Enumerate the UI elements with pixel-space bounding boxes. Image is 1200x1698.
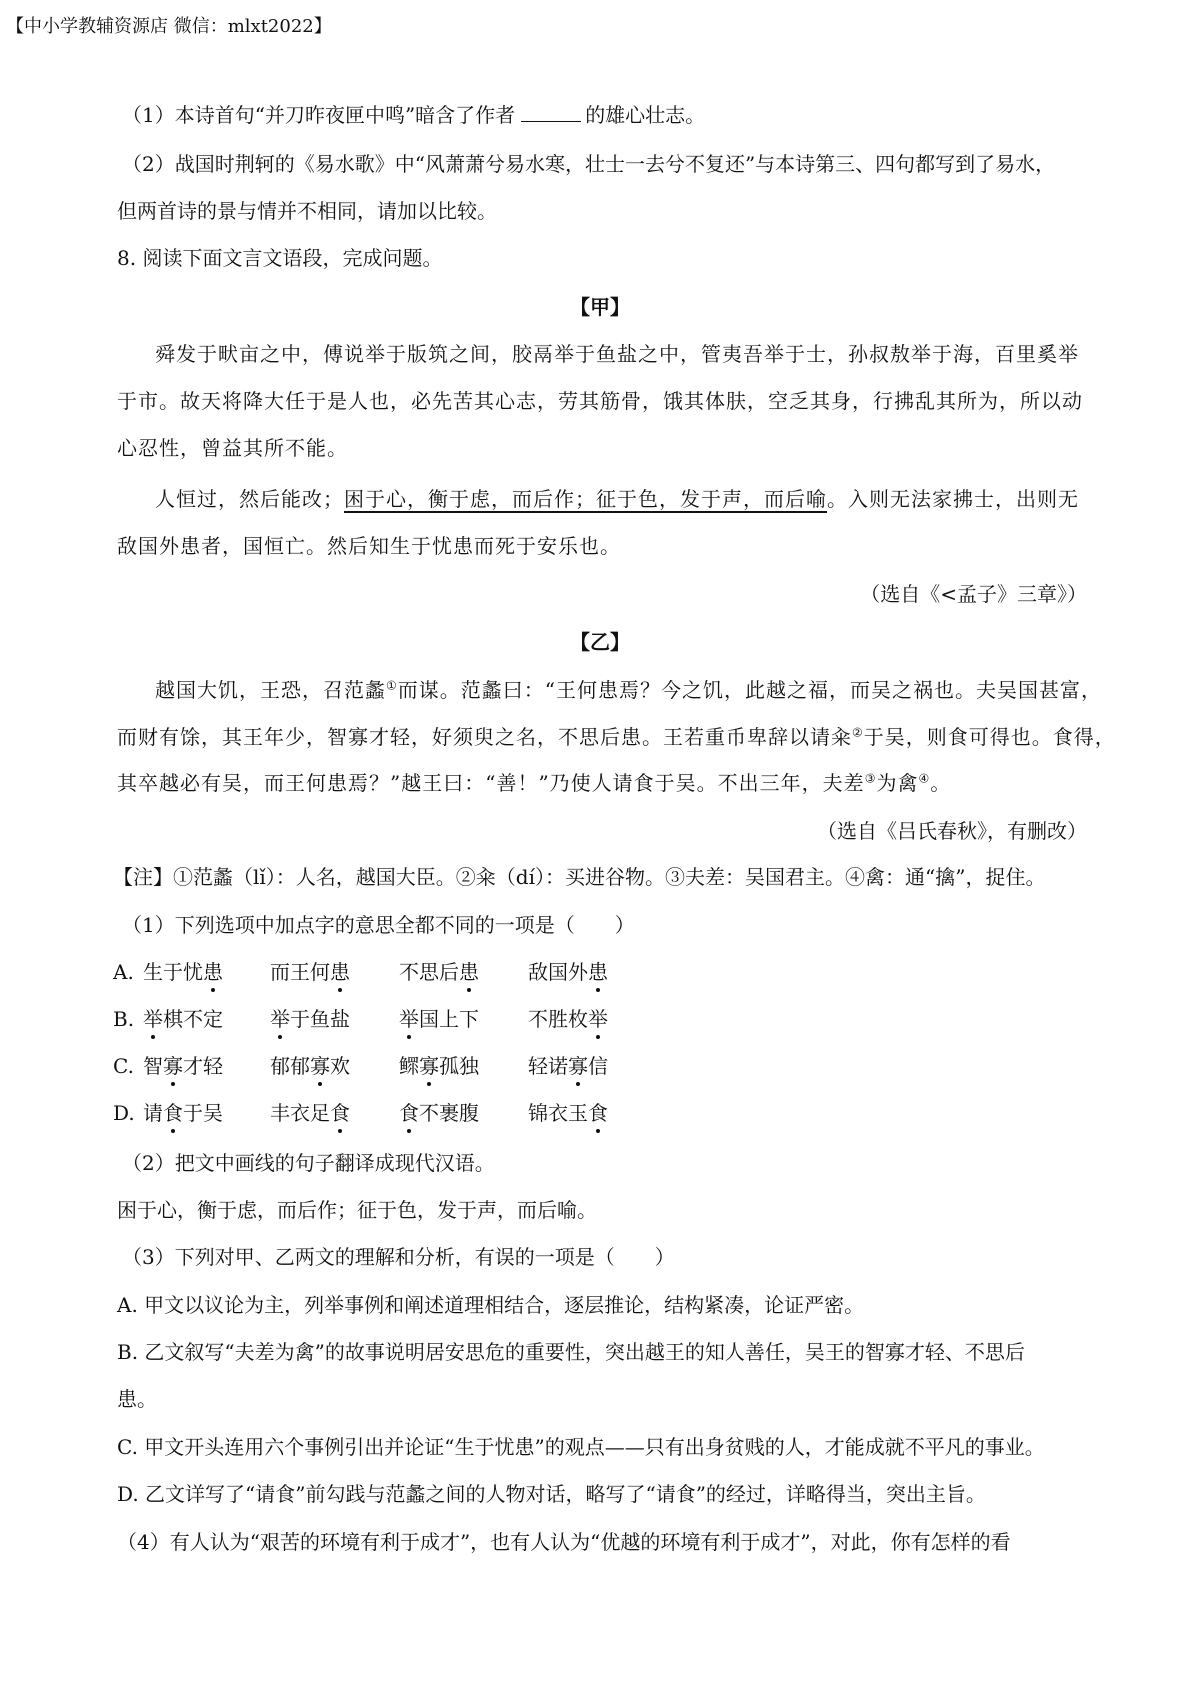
footnote-mark-3: ③ [864,771,877,786]
word-char: 于 [163,960,183,984]
emphasis-dot-char: 举 [143,1004,163,1034]
s1-stem: （1）下列选项中加点字的意思全都不同的一项是（ ） [122,913,635,937]
annotation-note: 【注】①范蠡（lǐ）：人名，越国大臣。②籴（dí）：买进谷物。③夫差：吴国君主。④禽：通“擒”，捉住。 [113,865,1046,889]
word-char: 定 [203,1007,223,1031]
word-char: 腹 [459,1101,479,1125]
s3-option-B-line2: 患。 [117,1387,157,1411]
emphasis-dot-char: 寡 [568,1051,588,1081]
jia-p2-text-b: 。入则无法家拂士，出则无 [827,487,1079,511]
option-word [399,1004,479,1034]
word-char: 衣 [548,1101,568,1125]
jia-p1-line3: 心忍性，曾益其所不能。 [117,436,348,460]
word-char: 王 [290,960,310,984]
s2-stem: （2）把文中画线的句子翻译成现代汉语。 [122,1151,495,1175]
yi-line2-a: 而财有馀，其王年少，智寡才轻，好须臾之名，不思后患。王若重币卑辞以请籴 [117,725,852,749]
word-text [270,1007,350,1031]
word-text [528,1054,608,1078]
word-char: 轻 [528,1054,548,1078]
word-char: 不 [528,1007,548,1031]
s3-option-B-line1: B. 乙文叙写“夫差为禽”的故事说明居安思危的重要性，突出越王的知人善任，吴王的智寡才轻、不思后 [117,1340,1025,1364]
yi-line3-c: 。 [930,771,952,795]
emphasis-dot-char: 举 [399,1004,419,1034]
emphasis-dot-char: 食 [330,1098,350,1128]
word-char: 后 [439,960,459,984]
jia-p1-line2: 于市。故天将降大任于是人也，必先苦其心志，劳其筋骨，饿其体肤，空乏其身，行拂乱其所为，所以动 [117,389,1083,413]
word-text [143,1007,223,1031]
word-char: 何 [310,960,330,984]
answer-blank[interactable] [521,103,581,122]
word-char: 不 [399,960,419,984]
word-text [143,960,223,984]
q7-sub1 [122,100,705,130]
word-char: 轻 [203,1054,223,1078]
word-char: 于 [183,1101,203,1125]
word-char: 上 [439,1007,459,1031]
emphasis-dot-char: 食 [163,1098,183,1128]
option-word [399,957,479,987]
yi-line3-a: 其卒越必有吴，而王何患焉？”越王曰：“善！”乃使人请食于吴。不出三年，夫差 [117,771,865,795]
jia-p2-line1 [155,484,1079,514]
option-letter: A. [113,960,134,984]
option-word [143,1051,223,1081]
option-word [528,1051,608,1081]
word-char: 生 [143,960,163,984]
word-char: 郁 [270,1054,290,1078]
q7-sub1-post: 的雄心壮志。 [585,103,706,127]
word-text [399,1054,479,1078]
option-word [143,1098,223,1128]
word-char: 智 [143,1054,163,1078]
word-char: 吴 [203,1101,223,1125]
jia-p1-line1: 舜发于畎亩之中，傅说举于版筑之间，胶鬲举于鱼盐之中，管夷吾举于士，孙叔敖举于海，百里奚举 [155,342,1079,366]
word-char: 不 [183,1007,203,1031]
option-word [270,1098,350,1128]
footnote-mark-1: ① [386,678,398,693]
option-word [528,1004,608,1034]
s1-option-D [0,1098,1200,1128]
emphasis-dot-char: 寡 [310,1051,330,1081]
option-letter: D. [113,1101,135,1125]
yi-line3-b: 为禽 [876,771,919,795]
s3-option-C: C. 甲文开头连用六个事例引出并论证“生于忧患”的观点——只有出身贫贱的人，才能成就不平凡的事业。 [117,1435,1045,1459]
word-text [270,960,350,984]
emphasis-dot-char: 食 [588,1098,608,1128]
emphasis-dot-char: 食 [399,1098,419,1128]
word-char: 下 [459,1007,479,1031]
emphasis-dot-char: 患 [459,957,479,987]
word-char: 丰 [270,1101,290,1125]
s2-sentence: 困于心，衡于虑，而后作；征于色，发于声，而后喻。 [117,1198,597,1222]
option-word [270,1051,350,1081]
emphasis-dot-char: 寡 [163,1051,183,1081]
s4-stem: （4）有人认为“艰苦的环境有利于成才”，也有人认为“优越的环境有利于成才”，对此，你有怎样的看 [117,1530,1011,1554]
word-char: 锦 [528,1101,548,1125]
option-word [528,957,608,987]
word-char: 足 [310,1101,330,1125]
q7-sub2-line2: 但两首诗的景与情并不相同，请加以比较。 [117,199,497,223]
q8-title: 8. 阅读下面文言文语段，完成问题。 [117,246,443,270]
passage-jia-heading: 【甲】 [570,295,630,319]
word-char: 独 [459,1054,479,1078]
word-char: 欢 [330,1054,350,1078]
page-header: 【中小学教辅资源店 微信：mlxt2022】 [6,16,332,37]
s3-option-A: A. 甲文以议论为主，列举事例和阐述道理相结合，逐层推论，结构紧凑，论证严密。 [117,1293,865,1317]
jia-p2-text-a: 人恒过，然后能改； [155,487,344,511]
word-char: 于 [290,1007,310,1031]
word-char: 思 [419,960,439,984]
emphasis-dot-char: 患 [588,957,608,987]
emphasis-dot-char: 举 [270,1004,290,1034]
word-char: 胜 [548,1007,568,1031]
word-char: 诺 [548,1054,568,1078]
s1-option-A [0,957,1200,987]
word-char: 鳏 [399,1054,419,1078]
s1-option-B [0,1004,1200,1034]
passage-yi-heading: 【乙】 [570,630,630,654]
word-text [270,1054,350,1078]
word-text [399,1101,479,1125]
word-char: 鱼 [310,1007,330,1031]
word-char: 才 [183,1054,203,1078]
option-letter: B. [113,1007,135,1031]
word-text [399,1007,479,1031]
word-char: 外 [568,960,588,984]
word-text [270,1101,350,1125]
word-char: 衣 [290,1101,310,1125]
word-char: 盐 [330,1007,350,1031]
option-word [399,1098,479,1128]
yi-source: （选自《吕氏春秋》，有删改） [817,819,1087,843]
word-char: 裹 [439,1101,459,1125]
option-word [270,1004,350,1034]
q7-sub2-line1: （2）战国时荆轲的《易水歌》中“风萧萧兮易水寒，壮士一去兮不复还”与本诗第三、四句都写到了易水， [122,152,1056,176]
option-word [528,1098,608,1128]
s1-option-C [0,1051,1200,1081]
yi-line1-b: 而谋。范蠡曰：“王何患焉？今之饥，此越之福，而吴之祸也。夫吴国甚富， [397,678,1102,702]
yi-line1-a: 越国大饥，王恐，召范蠡 [155,678,386,702]
footnote-mark-4: ④ [918,771,931,786]
word-text [399,960,479,984]
yi-line2 [117,722,1116,752]
word-text [143,1054,223,1078]
word-text [528,1101,608,1125]
s3-stem: （3）下列对甲、乙两文的理解和分析，有误的一项是（ ） [122,1245,675,1269]
word-char: 不 [419,1101,439,1125]
word-char: 孤 [439,1054,459,1078]
word-char: 忧 [183,960,203,984]
emphasis-dot-char: 举 [588,1004,608,1034]
word-text [528,960,608,984]
word-text [528,1007,608,1031]
emphasis-dot-char: 患 [330,957,350,987]
q7-sub1-pre: （1）本诗首句“并刀昨夜匣中鸣”暗含了作者 [122,103,516,127]
yi-line3 [117,768,951,798]
option-word [270,957,350,987]
word-char: 棋 [163,1007,183,1031]
word-char: 而 [270,960,290,984]
word-char: 请 [143,1101,163,1125]
word-char: 国 [419,1007,439,1031]
emphasis-dot-char: 寡 [419,1051,439,1081]
jia-p2-line2: 敌国外患者，国恒亡。然后知生于忧患而死于安乐也。 [117,534,621,558]
s3-option-D: D. 乙文详写了“请食”前勾践与范蠡之间的人物对话，略写了“请食”的经过，详略得当，突出主旨。 [117,1482,986,1506]
word-char: 玉 [568,1101,588,1125]
jia-source: （选自《<孟子》三章》） [860,582,1087,606]
yi-line2-b: 于吴，则食可得也。食得， [863,725,1116,749]
option-word [399,1051,479,1081]
option-letter: C. [113,1054,134,1078]
word-char: 国 [548,960,568,984]
yi-line1 [155,675,1102,705]
option-word [143,1004,223,1034]
emphasis-dot-char: 患 [203,957,223,987]
word-char: 枚 [568,1007,588,1031]
word-text [143,1101,223,1125]
word-char: 信 [588,1054,608,1078]
footnote-mark-2: ② [852,725,864,740]
option-word [143,957,223,987]
word-char: 郁 [290,1054,310,1078]
underlined-sentence: 困于心，衡于虑，而后作；征于色，发于声，而后喻 [344,487,827,511]
word-char: 敌 [528,960,548,984]
